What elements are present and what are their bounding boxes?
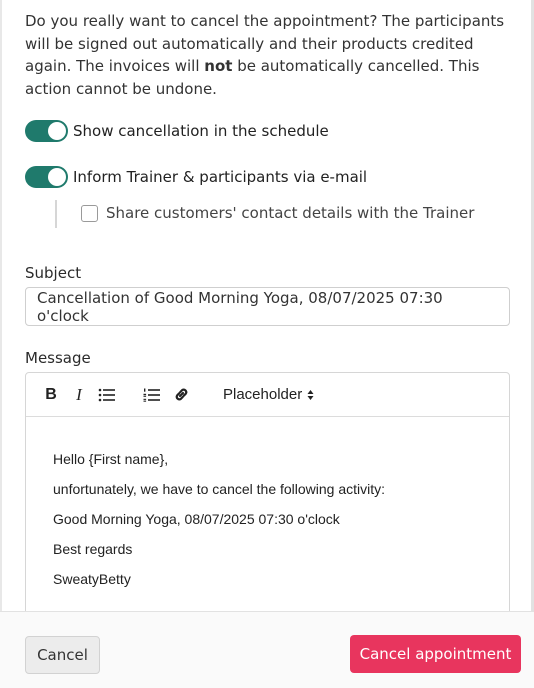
show-in-schedule-label[interactable]: Show cancellation in the schedule: [73, 122, 329, 140]
left-edge: [0, 0, 2, 688]
message-editor[interactable]: [25, 372, 510, 622]
toggle-knob: [48, 122, 66, 140]
cancel-button[interactable]: Cancel: [25, 636, 100, 674]
editor-content[interactable]: [26, 417, 509, 587]
message-line: Hello {First name},: [53, 451, 169, 467]
subject-label: Subject: [25, 264, 82, 282]
share-contact-option[interactable]: [81, 204, 474, 222]
inform-email-label[interactable]: Inform Trainer & participants via e-mail: [73, 168, 368, 186]
editor-toolbar: [26, 373, 509, 417]
message-line: SweatyBetty: [53, 571, 131, 587]
show-in-schedule-option[interactable]: [25, 120, 329, 142]
subject-input[interactable]: [25, 287, 510, 326]
confirmation-text: Do you really want to cancel the appointment? The participants will be signed out automatically and their products credited again. The invoices will not be automatically cancelled. This action cannot be undone.: [25, 12, 505, 98]
message-line: Best regards: [53, 541, 133, 557]
toggle-knob: [48, 168, 66, 186]
message-line: unfortunately, we have to cancel the following activity:: [53, 481, 386, 497]
placeholder-label: Placeholder: [223, 386, 303, 403]
bullet-list-icon: [98, 387, 116, 403]
bold-button[interactable]: B: [45, 385, 57, 403]
emphasis-not: not: [204, 57, 233, 75]
message-label: Message: [25, 349, 91, 367]
message-line: Good Morning Yoga, 08/07/2025 07:30 o'clock: [53, 511, 340, 527]
chevron-updown-icon: [307, 389, 314, 401]
link-icon: [173, 386, 190, 403]
cancel-appointment-button[interactable]: Cancel appointment: [350, 635, 521, 673]
bullet-list-button[interactable]: [97, 383, 117, 407]
inform-email-toggle[interactable]: [25, 166, 68, 188]
inform-email-option[interactable]: [25, 166, 367, 188]
placeholder-dropdown[interactable]: [223, 386, 314, 403]
link-button[interactable]: [171, 383, 191, 407]
share-contact-label[interactable]: Share customers' contact details with the Trainer: [106, 204, 475, 222]
italic-button[interactable]: I: [76, 384, 82, 404]
subject-value: Cancellation of Good Morning Yoga, 08/07/2025 07:30 o'clock: [37, 288, 443, 325]
show-in-schedule-toggle[interactable]: [25, 120, 68, 142]
share-contact-checkbox[interactable]: [81, 205, 98, 222]
numbered-list-icon: [143, 387, 161, 403]
numbered-list-button[interactable]: [142, 383, 162, 407]
indent-guide: [55, 200, 57, 228]
